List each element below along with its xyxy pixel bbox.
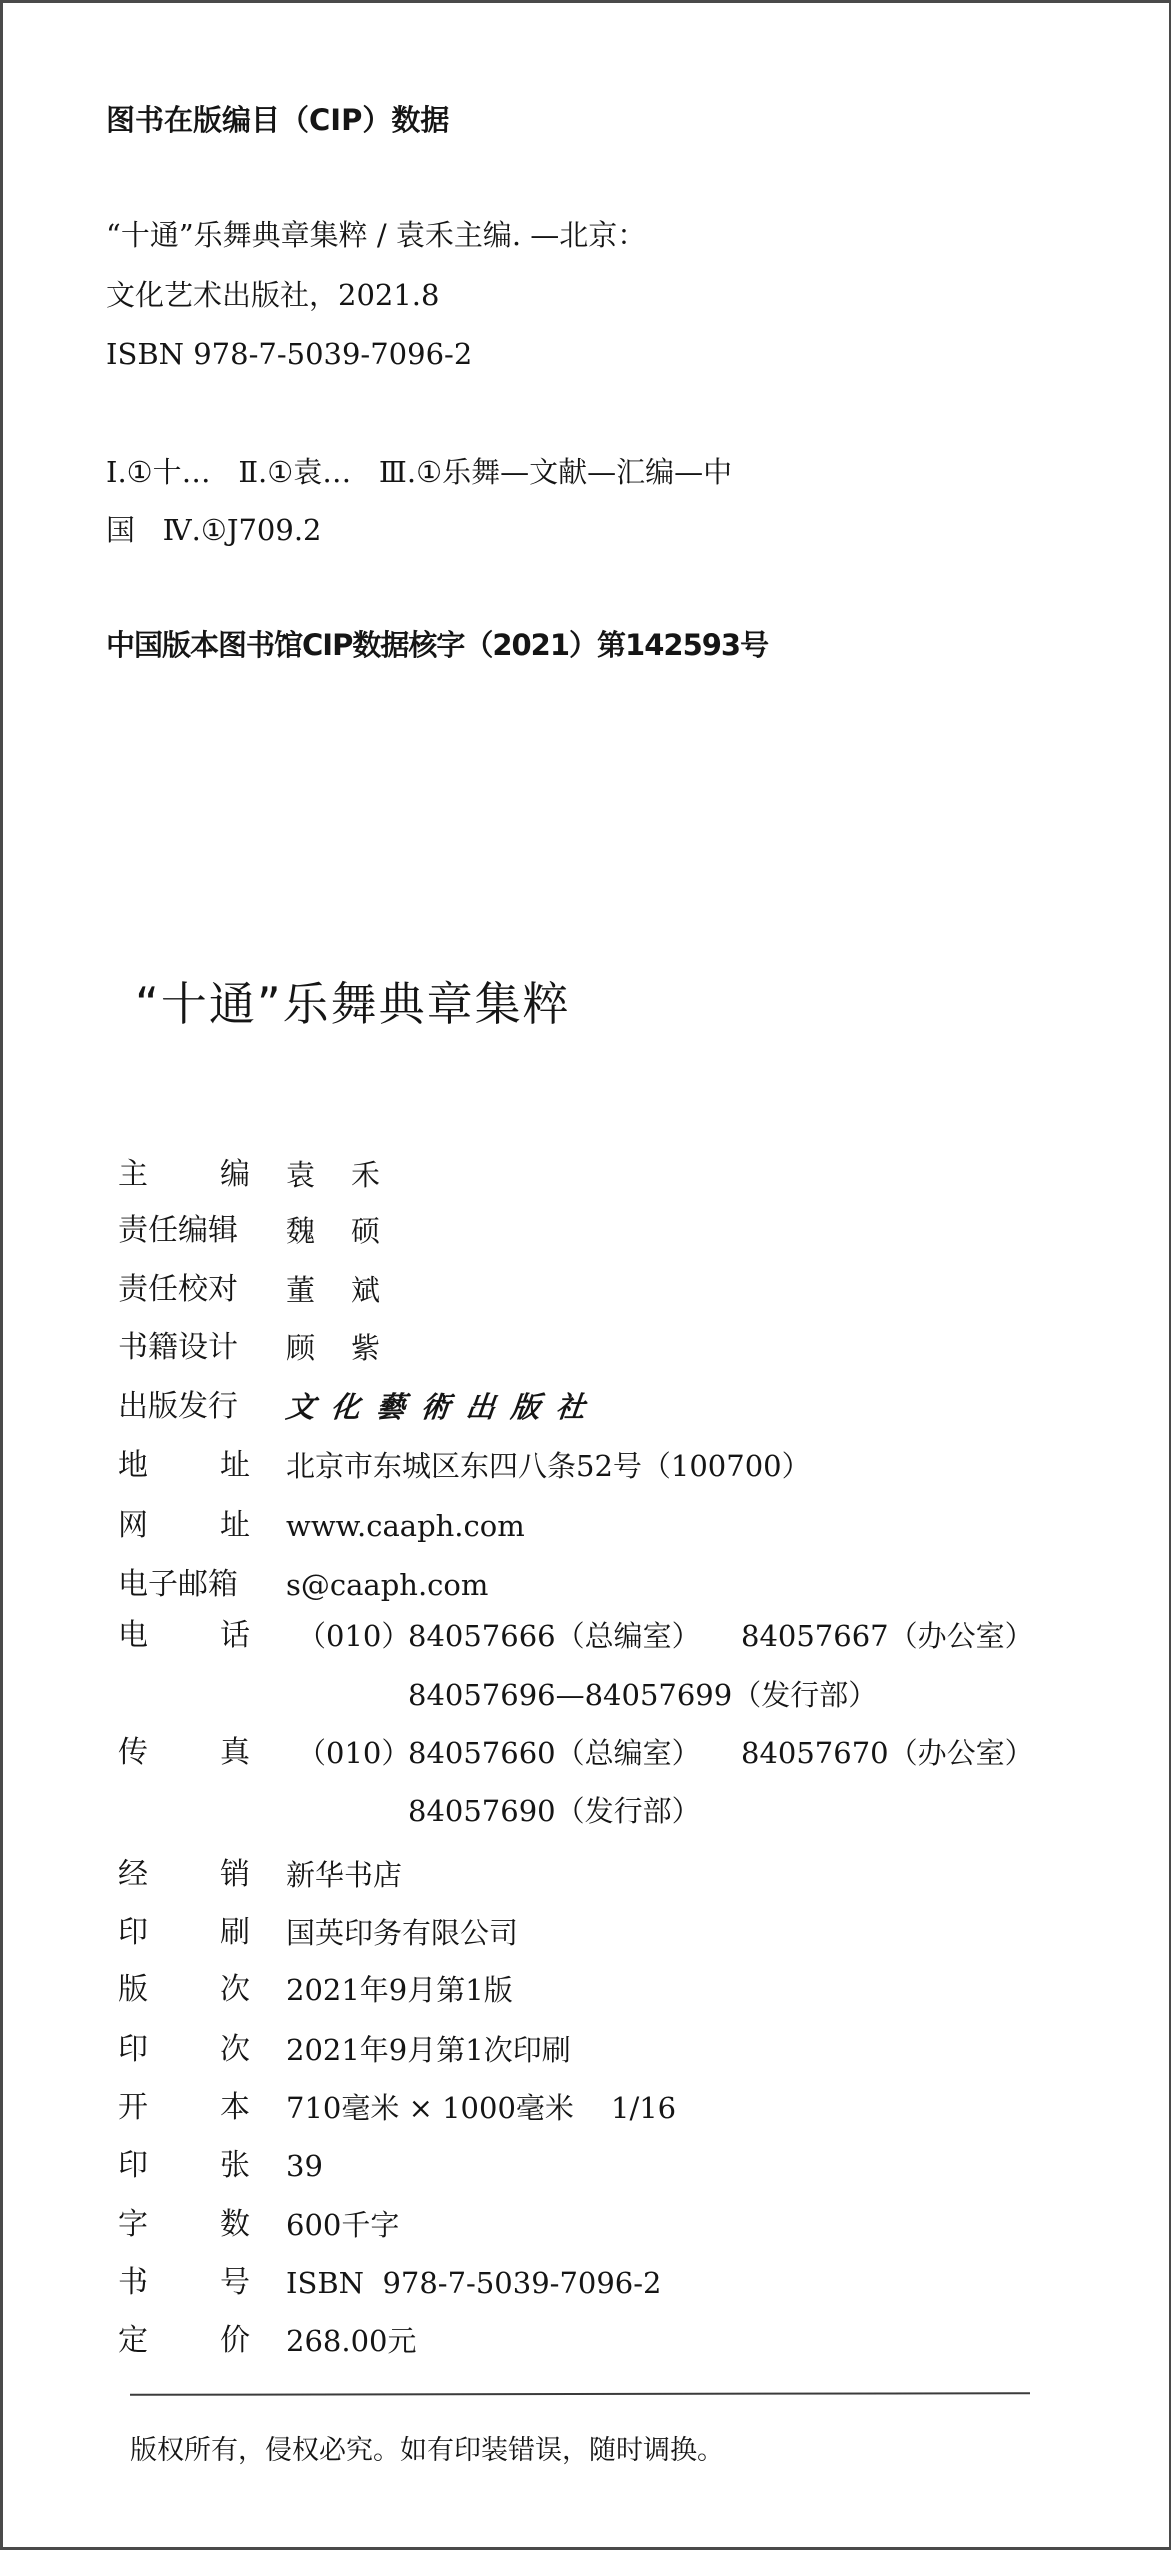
detail-label: 字 数 [118,2207,250,2242]
detail-label: 定 价 [118,2323,250,2358]
cip-classification-line-2: 国 Ⅳ.①J709.2 [106,513,322,547]
detail-row-fax [3,1736,1171,1770]
credit-value: 袁禾 [286,1158,417,1192]
fax-area-code: （010） [297,1736,411,1770]
credit-row-proofreader [3,1273,1171,1307]
address-value: 北京市东城区东四八条52号（100700） [286,1449,811,1483]
detail-row-address [3,1449,1171,1483]
detail-row-edition [3,1973,1171,2007]
detail-label: 经 销 [118,1857,250,1892]
price-value: 268.00元 [286,2324,417,2358]
website-link[interactable]: www.caaph.com [286,1509,525,1543]
book-title: “十通”乐舞典章集粹 [135,977,571,1031]
sheets-value: 39 [286,2149,323,2183]
detail-label: 传 真 [118,1735,250,1770]
phone-distribution: 84057696—84057699（发行部） [408,1678,878,1712]
publisher-row [3,1390,1171,1424]
credit-label: 责任校对 [118,1272,238,1307]
publisher-label: 出版发行 [118,1389,238,1424]
printing-value: 2021年9月第1次印刷 [286,2033,571,2067]
detail-row-price [3,2324,1171,2358]
detail-label: 版 次 [118,1972,250,2007]
credit-value: 董斌 [286,1273,417,1307]
credit-row-responsible-editor [3,1214,1171,1248]
isbn-value: ISBN 978-7-5039-7096-2 [286,2266,662,2300]
distributor-value: 新华书店 [286,1858,403,1892]
credit-label: 责任编辑 [118,1213,238,1248]
phone-general-office: 84057667（办公室） [741,1619,1034,1653]
cip-line-title: “十通”乐舞典章集粹 / 袁禾主编. —北京： [106,218,647,252]
detail-label: 开 本 [118,2090,250,2125]
detail-label: 电子邮箱 [118,1567,238,1602]
detail-row-printer [3,1916,1171,1950]
cip-heading: 图书在版编目（CIP）数据 [106,103,450,137]
credit-row-chief-editor [3,1158,1171,1192]
cip-line-isbn: ISBN 978-7-5039-7096-2 [106,337,473,371]
email-link[interactable]: s@caaph.com [286,1568,489,1602]
credit-value: 顾紫 [286,1331,417,1365]
publisher-logo-calligraphy: 文化藝術出版社 [284,1390,603,1424]
phone-editorial-office: 84057666（总编室） [408,1619,701,1653]
credit-label: 主 编 [118,1157,250,1192]
credit-row-book-designer [3,1331,1171,1365]
cip-approval-number: 中国版本图书馆CIP数据核字（2021）第142593号 [106,628,769,662]
phone-area-code: （010） [297,1619,411,1653]
cip-classification-line-1: Ⅰ.①十… Ⅱ.①袁… Ⅲ.①乐舞—文献—汇编—中 [106,455,733,489]
copyright-notice: 版权所有，侵权必究。如有印装错误，随时调换。 [130,2435,724,2466]
detail-label: 印 次 [118,2032,250,2067]
fax-editorial-office: 84057660（总编室） [408,1736,701,1770]
credit-value: 魏硕 [286,1214,417,1248]
detail-row-website [3,1509,1171,1543]
detail-row-format [3,2091,1171,2125]
detail-row-word-count [3,2208,1171,2242]
detail-label: 网 址 [118,1508,250,1543]
detail-label: 印 张 [118,2148,250,2183]
detail-row-sheets [3,2149,1171,2183]
format-fold: 1/16 [611,2091,677,2125]
detail-label: 印 刷 [118,1915,250,1950]
detail-row-email [3,1568,1171,1602]
detail-row-phone [3,1619,1171,1653]
printer-value: 国英印务有限公司 [286,1916,519,1950]
detail-row-phone-cont [3,1678,1171,1712]
fax-distribution: 84057690（发行部） [408,1794,701,1828]
fax-general-office: 84057670（办公室） [741,1736,1034,1770]
detail-row-fax-cont [3,1794,1171,1828]
horizontal-divider [130,2392,1030,2396]
edition-value: 2021年9月第1版 [286,1973,513,2007]
detail-label: 电 话 [118,1618,250,1653]
detail-row-printing [3,2033,1171,2067]
detail-row-isbn [3,2266,1171,2300]
word-count-value: 600千字 [286,2208,400,2242]
credit-label: 书籍设计 [118,1330,238,1365]
detail-label: 书 号 [118,2265,250,2300]
cip-line-publisher: 文化艺术出版社，2021.8 [106,278,440,312]
format-value: 710毫米 × 1000毫米 [286,2091,574,2125]
detail-row-distributor [3,1858,1171,1892]
detail-label: 地 址 [118,1448,250,1483]
